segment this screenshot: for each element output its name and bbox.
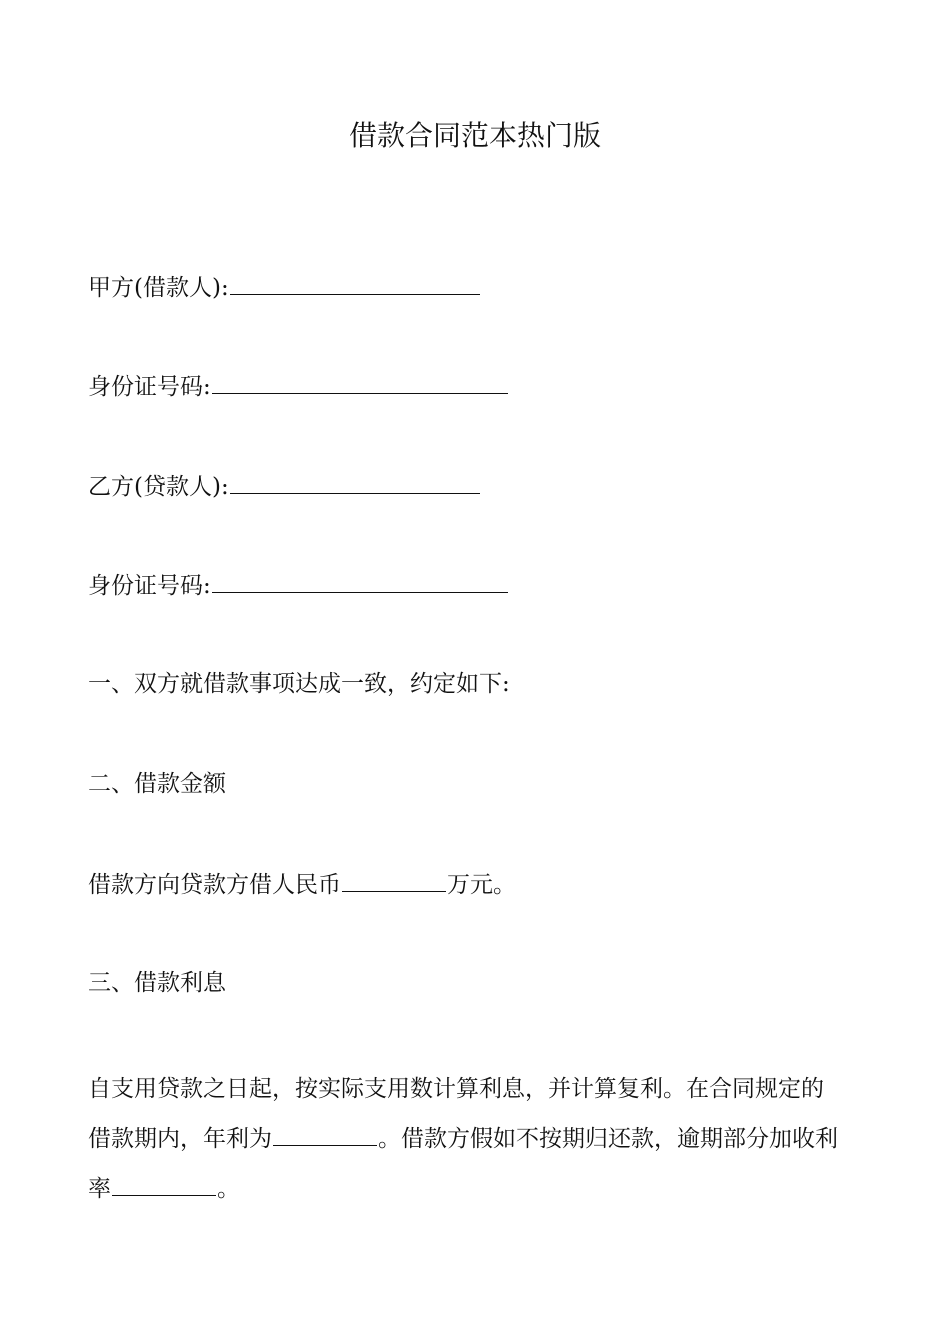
amount-suffix: 万元。 (447, 872, 516, 898)
party-b-blank (230, 469, 480, 494)
party-a-id-label: 身份证号码: (88, 374, 211, 400)
party-b-label: 乙方(贷款人): (88, 474, 229, 500)
interest-line-3 (88, 1164, 868, 1214)
party-a-blank (230, 270, 480, 295)
interest-line-1: 自支用贷款之日起，按实际支用数计算利息，并计算复利。在合同规定的 (88, 1076, 824, 1102)
interest-line-2-prefix: 借款期内，年利为 (88, 1126, 272, 1152)
interest-line-2 (88, 1114, 868, 1164)
interest-paragraph (88, 1064, 868, 1214)
party-b-line (88, 469, 481, 503)
amount-prefix: 借款方向贷款方借人民币 (88, 872, 341, 898)
party-a-id-line (88, 369, 509, 403)
section-2-heading: 二、借款金额 (88, 771, 226, 797)
party-a-line (88, 270, 481, 304)
interest-line-2-suffix: 。借款方假如不按期归还款，逾期部分加收利 (378, 1126, 838, 1152)
section-3-heading: 三、借款利息 (88, 970, 226, 996)
document-title: 借款合同范本热门版 (348, 119, 601, 152)
party-a-id-blank (212, 369, 508, 394)
amount-blank (342, 867, 446, 892)
interest-line-3-suffix: 。 (217, 1176, 240, 1202)
party-b-id-label: 身份证号码: (88, 573, 211, 599)
interest-line-3-prefix: 率 (88, 1176, 111, 1202)
amount-line (88, 867, 516, 901)
party-b-id-line (88, 568, 509, 602)
section-1: 一、双方就借款事项达成一致，约定如下: (88, 671, 510, 697)
penalty-rate-blank (112, 1171, 216, 1196)
party-a-label: 甲方(借款人): (88, 275, 229, 301)
annual-rate-blank (273, 1121, 377, 1146)
party-b-id-blank (212, 568, 508, 593)
